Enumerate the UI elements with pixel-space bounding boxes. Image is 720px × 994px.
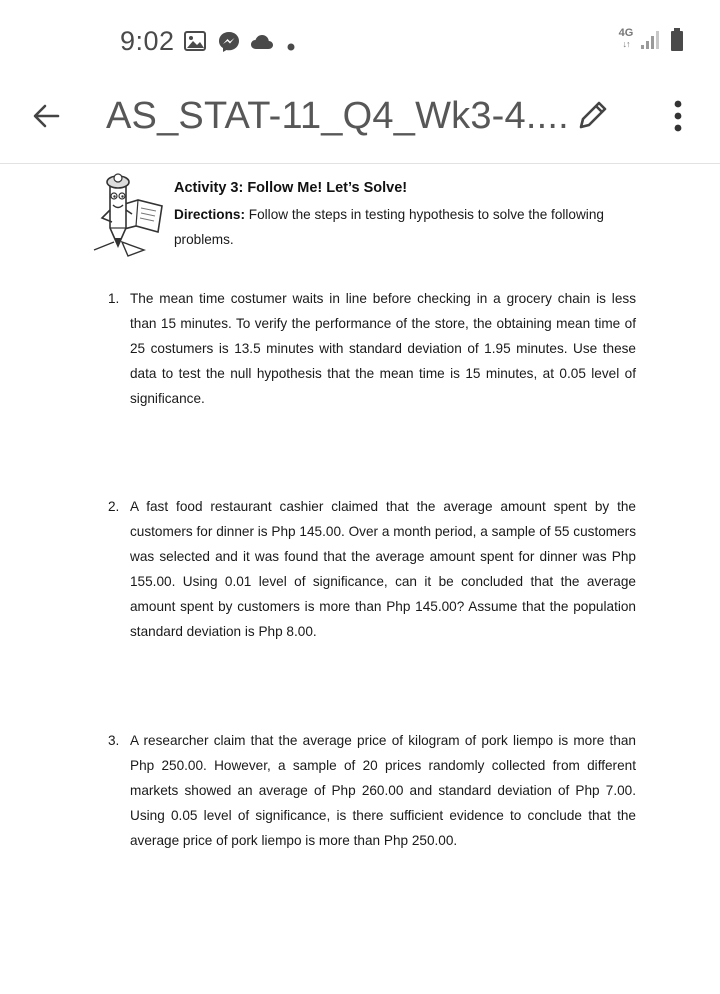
problem-text: A researcher claim that the average price of kilogram of pork liempo is more than Php 250.00. However, a sample of 20 prices randomly collected from different markets showed an average of Php 260.00 and standard deviation of Php 7.00. Using 0.05 level of significance, is there sufficient evidence to conclude that the average price of pork liempo is more than Php 250.00. (130, 733, 636, 848)
network-indicator: 4G ↓↑ (618, 27, 634, 49)
document-title: AS_STAT-11_Q4_Wk3-4.... (106, 95, 569, 137)
signal-icon (640, 30, 662, 55)
pencil-mascot-icon (92, 170, 164, 258)
problem-number: 1. (108, 291, 120, 306)
problem-number: 3. (108, 733, 120, 748)
directions-label: Directions: (174, 207, 246, 222)
activity-title: Activity 3: Follow Me! Let’s Solve! (174, 180, 408, 196)
edit-pencil-icon[interactable] (574, 96, 612, 134)
status-time: 9:02 (120, 26, 175, 56)
problem-item (108, 728, 636, 853)
problem-item (108, 286, 636, 411)
document-page (0, 164, 720, 994)
problem-text: A fast food restaurant cashier claimed that the average amount spent by the customers for dinner is Php 145.00. Over a month period, a sample of 55 customers was selected and it was found that the average amount spent for dinner was Php 155.00. Using 0.01 level of significance, can it be concluded that the average amount spent by customers is more than Php 145.00? Assume that the population standard deviation is Php 8.00. (130, 499, 636, 639)
cloud-icon (250, 34, 274, 55)
problem-item (108, 494, 636, 644)
battery-icon (670, 28, 684, 57)
messenger-icon (218, 31, 240, 58)
problem-number: 2. (108, 499, 120, 514)
problem-text: The mean time costumer waits in line before checking in a grocery chain is less than 15 minutes. To verify the performance of the store, the obtaining mean time of 25 costumers is 13.5 minutes with standard deviation of 1.95 minutes. Use these data to test the null hypothesis that the mean time is 15 minutes, at 0.05 level of significance. (130, 291, 636, 406)
more-options-icon[interactable] (663, 96, 693, 136)
directions (174, 202, 636, 252)
directions-text: Follow the steps in testing hypothesis to solve the following problems. (174, 207, 604, 247)
dot-icon (287, 38, 295, 56)
status-bar (0, 0, 720, 84)
app-bar (0, 84, 720, 164)
back-arrow-icon[interactable] (28, 98, 64, 134)
image-icon (184, 31, 206, 56)
